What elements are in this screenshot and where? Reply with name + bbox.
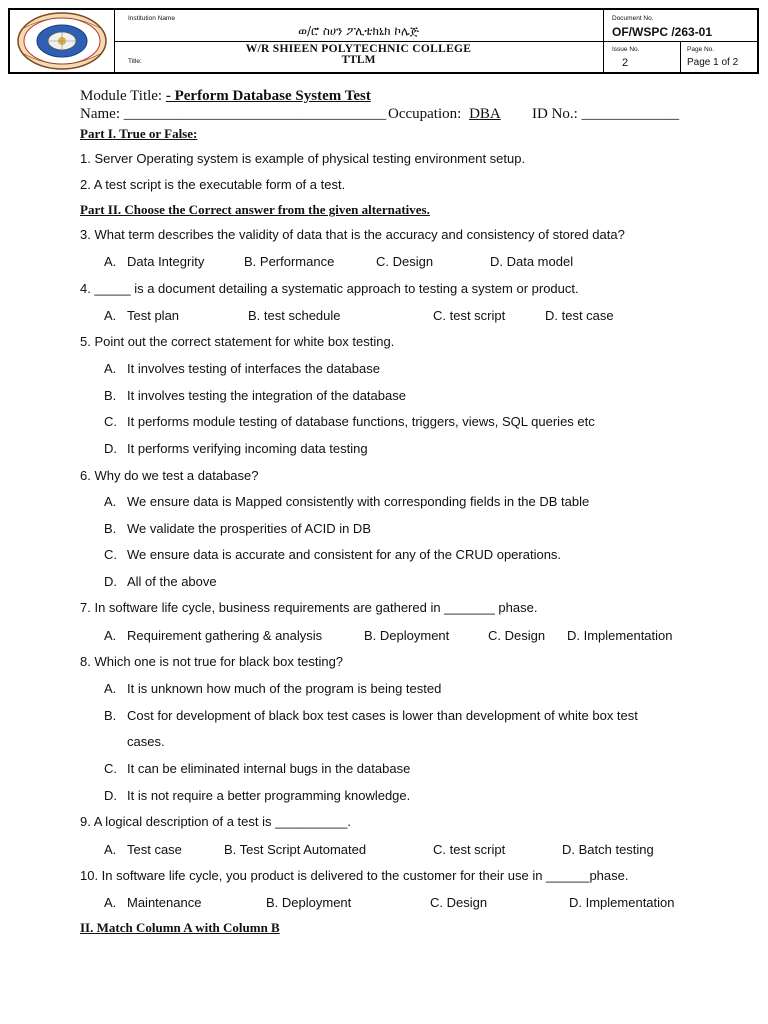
name-line [80,106,386,123]
question-10: 10. In software life cycle, you product is delivered to the customer for their use in ______phase. [80,868,629,883]
title-label: Title: [128,58,142,65]
page-cell [681,42,757,72]
document-header [8,8,759,74]
doc-no-label: Document No. [612,15,654,22]
occupation-value: DBA [469,106,501,122]
page-value: Page 1 of 2 [687,57,739,68]
module-title-line [80,88,371,105]
q3-option-a: Data Integrity [127,254,205,269]
name-blank: ___________________________________ [123,106,387,122]
id-line [532,106,679,123]
q10-option-d: D. Implementation [569,895,675,910]
q7-option-a: Requirement gathering & analysis [127,628,323,643]
q10-option-c: C. Design [430,895,488,910]
q3-option-b: B. Performance [244,254,335,269]
q7-option-d: D. Implementation [567,628,673,643]
question-6: 6. Why do we test a database? [80,468,259,483]
doc-no-value: OF/WSPC /263-01 [612,25,713,39]
q8-option-c: It can be eliminated internal bugs in the database [127,761,411,776]
part3-title: II. Match Column A with Column B [80,920,280,935]
question-9: 9. A logical description of a test is __________. [80,814,352,829]
institution-english: W/R SHIEEN POLYTECHNIC COLLEGE [245,43,472,55]
q5-option-d-letter: D. [104,441,117,456]
q5-option-d: It performs verifying incoming data testing [127,441,368,456]
question-2: 2. A test script is the executable form of a test. [80,177,346,192]
institution-amharic: ወ/ሮ ስሀን ፖሊቴክኒክ ኮሌጅ [298,24,419,38]
part2-title: Part II. Choose the Correct answer from the given alternatives. [80,202,430,217]
q5-option-a-letter: A. [104,361,117,376]
q8-option-c-letter: C. [104,761,117,776]
issue-label: Issue No. [612,46,640,53]
header-right [604,10,757,72]
name-label: Name: [80,106,120,122]
q8-option-a: It is unknown how much of the program is being tested [127,681,442,696]
college-seal-logo [10,10,114,72]
q8-option-b: Cost for development of black box test cases is lower than development of white box test [127,708,638,723]
q4-option-d: D. test case [545,308,614,323]
institution-label: Institution Name [128,15,175,22]
q9-option-a-letter: A. [104,842,117,857]
issue-cell [604,42,681,72]
q3-option-d: D. Data model [490,254,574,269]
question-5: 5. Point out the correct statement for white box testing. [80,334,395,349]
q9-option-d: D. Batch testing [562,842,654,857]
id-label: ID No.: [532,106,578,122]
q4-option-a-letter: A. [104,308,117,323]
q10-option-a: Maintenance [127,895,202,910]
q10-option-a-letter: A. [104,895,117,910]
q8-option-d-letter: D. [104,788,117,803]
q6-option-d-letter: D. [104,574,117,589]
issue-value: 2 [622,57,629,69]
module-label: Module Title: [80,88,166,104]
q3-option-a-letter: A. [104,254,117,269]
q7-option-c: C. Design [488,628,546,643]
title-value: TTLM [341,54,376,66]
q7-option-a-letter: A. [104,628,117,643]
q6-option-c: We ensure data is accurate and consistent for any of the CRUD operations. [127,547,562,562]
occupation-label: Occupation: [388,106,462,122]
page-label: Page No. [687,46,715,53]
part1-title: Part I. True or False: [80,126,198,141]
id-blank: _____________ [581,106,680,122]
q4-option-b: B. test schedule [248,308,341,323]
q3-option-c: C. Design [376,254,434,269]
q9-option-c: C. test script [433,842,506,857]
q8-option-b-letter: B. [104,708,117,723]
question-8: 8. Which one is not true for black box testing? [80,654,344,669]
institution-row [114,10,603,42]
q8-option-b-cont: cases. [127,734,165,749]
question-4: 4. _____ is a document detailing a systematic approach to testing a system or product. [80,281,579,296]
question-3: 3. What term describes the validity of data that is the accuracy and consistency of stored data? [80,227,625,242]
q6-option-a: We ensure data is Mapped consistently with corresponding fields in the DB table [127,494,590,509]
q9-option-b: B. Test Script Automated [224,842,367,857]
q10-option-b: B. Deployment [266,895,352,910]
header-middle [114,10,604,72]
module-value: - Perform Database System Test [165,88,371,104]
q8-option-d: It is not require a better programming knowledge. [127,788,411,803]
q5-option-c-letter: C. [104,414,117,429]
q6-option-b-letter: B. [104,521,117,536]
q5-option-a: It involves testing of interfaces the database [127,361,380,376]
q8-option-a-letter: A. [104,681,117,696]
q4-option-c: C. test script [433,308,506,323]
question-1: 1. Server Operating system is example of physical testing environment setup. [80,151,526,166]
q6-option-a-letter: A. [104,494,117,509]
logo-cell [10,10,115,72]
q7-option-b: B. Deployment [364,628,450,643]
q5-option-c: It performs module testing of database functions, triggers, views, SQL queries etc [127,414,595,429]
occupation-line [388,106,501,123]
q6-option-b: We validate the prosperities of ACID in DB [127,521,371,536]
question-7: 7. In software life cycle, business requirements are gathered in _______ phase. [80,600,538,615]
q5-option-b-letter: B. [104,388,117,403]
doc-no-cell [604,10,757,42]
q9-option-a: Test case [127,842,182,857]
q6-option-d: All of the above [127,574,217,589]
q5-option-b: It involves testing the integration of the database [127,388,406,403]
q4-option-a: Test plan [127,308,180,323]
q6-option-c-letter: C. [104,547,117,562]
